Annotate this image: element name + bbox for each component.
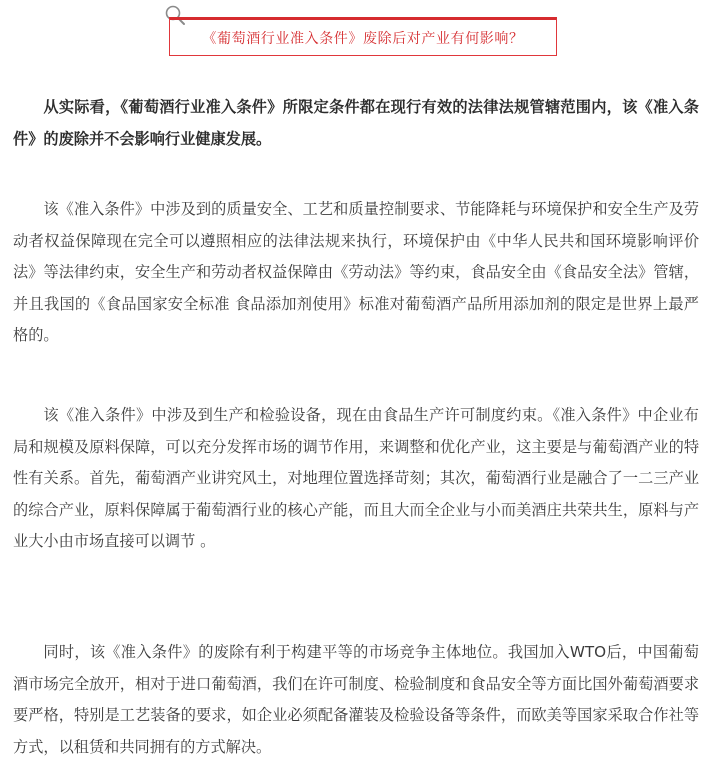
article-title: 《葡萄酒行业准入条件》废除后对产业有何影响？ — [202, 30, 524, 47]
paragraph-quality-safety: 该《准入条件》中涉及到的质量安全、工艺和质量控制要求、节能降耗与环境保护和安全生产及劳动者权益保障现在完全可以遵照相应的法律法规来执行，环境保护由《中华人民共和国环境影响评价法》等法律约束，安全生产和劳动者权益保障由《劳动法》等约束，食品安全由《食品安全法》管辖，并且我国的《食品国家安全标准 食品添加剂使用》标准对葡萄酒产品所用添加剂的限定是世界上最严格的。 — [13, 200, 699, 345]
title-box — [169, 17, 557, 56]
lead-paragraph: 从实际看，《葡萄酒行业准入条件》所限定条件都在现行有效的法律法规管辖范围内，该《准入条件》的废除并不会影响行业健康发展。 — [13, 98, 699, 148]
paragraph-production-equipment: 该《准入条件》中涉及到生产和检验设备，现在由食品生产许可制度约束。《准入条件》中企业布局和规模及原料保障，可以充分发挥市场的调节作用，来调整和优化产业，这主要是与葡萄酒产业的特性有关系。首先，葡萄酒产业讲究风土，对地理位置选择苛刻；其次，葡萄酒行业是融合了一二三产业的综合产业，原料保障属于葡萄酒行业的核心产能，而且大而全企业与小而美酒庄共荣共生，原料与产业大小由市场直接可以调节 。 — [13, 406, 699, 551]
paragraph-market-competition: 同时，该《准入条件》的废除有利于构建平等的市场竞争主体地位。我国加入WTO后，中国葡萄酒市场完全放开，相对于进口葡萄酒，我们在许可制度、检验制度和食品安全等方面比国外葡萄酒要求要严格，特别是工艺装备的要求，如企业必须配备灌装及检验设备等条件，而欧美等国家采取合作社等方式，以租赁和共同拥有的方式解决。 — [13, 643, 699, 756]
